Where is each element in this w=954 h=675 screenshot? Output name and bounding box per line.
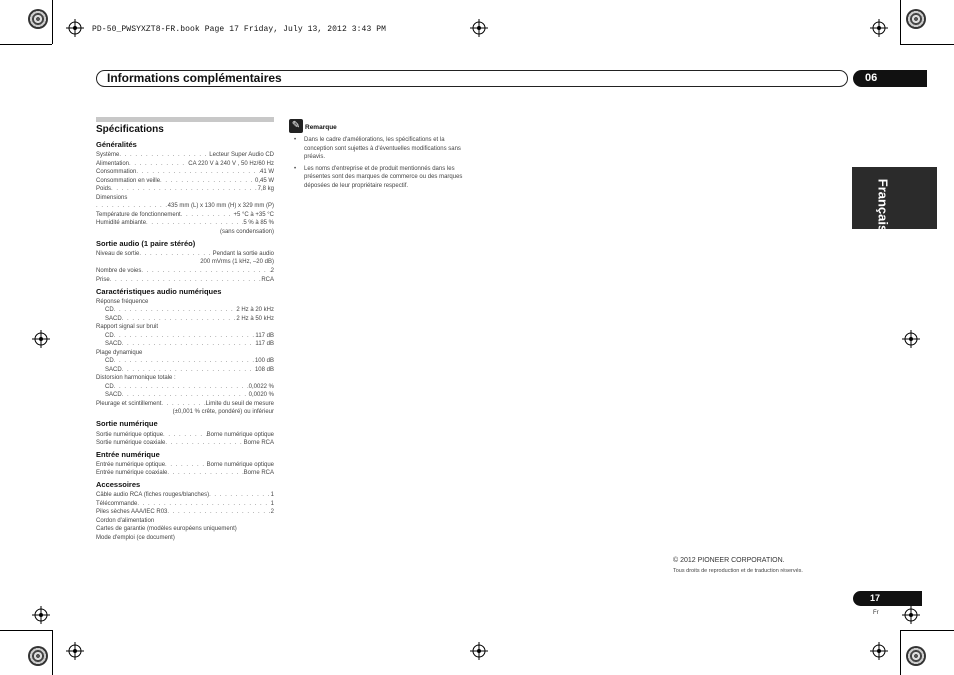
spec-row-voies: [96, 267, 274, 276]
accessory-cordon: Cordon d'alimentation: [96, 518, 155, 524]
spec-label: CD: [105, 384, 114, 390]
spec-label: Télécommande: [96, 501, 138, 507]
spec-row-piles: [96, 508, 274, 517]
spec-value: Lecteur Super Audio CD: [209, 152, 274, 158]
spec-value: 0,0022 %: [248, 384, 274, 390]
spec-label: SACD: [105, 316, 122, 322]
spec-value: 2: [270, 268, 274, 274]
spec-label: Entrée numérique optique: [96, 462, 166, 468]
spec-label: Piles sèches AAA/IEC R03: [96, 509, 168, 515]
spec-value: 41 W: [259, 169, 274, 175]
section-bar: [96, 117, 274, 122]
spec-label: Niveau de sortie: [96, 251, 140, 257]
note-pencil-icon: ✎: [289, 119, 303, 133]
spec-row-plage-cd: [96, 357, 274, 366]
spec-row-entree-coaxiale: [96, 469, 274, 478]
spec-label: Prise: [96, 277, 110, 283]
spec-row-systeme: [96, 151, 274, 160]
crop-line: [52, 0, 53, 44]
color-rosette-bottom-right: [906, 646, 926, 666]
spec-label-plage: Plage dynamique: [96, 350, 143, 356]
page-number: 17: [853, 591, 922, 606]
print-header: PD-50_PWSYXZT8-FR.book Page 17 Friday, July 13, 2012 3:43 PM: [92, 25, 387, 34]
specs-title: Spécifications: [96, 124, 164, 135]
spec-value: 435 mm (L) x 130 mm (H) x 329 mm (P): [167, 203, 274, 209]
crop-line: [900, 44, 954, 45]
spec-label: Consommation en veille: [96, 178, 161, 184]
accessory-mode: Mode d'emploi (ce document): [96, 535, 175, 541]
crop-line: [0, 630, 52, 631]
spec-row-consommation: [96, 168, 274, 177]
spec-row-humidite: [96, 219, 274, 228]
spec-label: Sortie numérique coaxiale: [96, 440, 166, 446]
registration-mark-icon: [32, 606, 50, 624]
copyright: © 2012 PIONEER CORPORATION.: [673, 557, 785, 564]
registration-mark-icon: [902, 606, 920, 624]
heading-entree-numerique: Entrée numérique: [96, 450, 160, 459]
spec-label: CD: [105, 307, 114, 313]
spec-label: Température de fonctionnement: [96, 212, 181, 218]
spec-label: Alimentation: [96, 161, 130, 167]
crop-line: [900, 630, 901, 675]
spec-value: 0,0020 %: [248, 392, 274, 398]
spec-label-rapport: Rapport signal sur bruit: [96, 324, 159, 330]
spec-value: 100 dB: [254, 358, 274, 364]
spec-row-rapport-sacd: [96, 340, 274, 349]
color-rosette-top-right: [906, 9, 926, 29]
color-rosette-bottom-left: [28, 646, 48, 666]
spec-value: 2 Hz à 20 kHz: [236, 307, 274, 313]
spec-value: 0,45 W: [254, 178, 274, 184]
spec-note-pleurage: (±0,001 % crête, pondéré) ou inférieur: [172, 409, 274, 415]
spec-value: Limite du seuil de mesure: [205, 401, 274, 407]
spec-row-sortie-coaxiale: [96, 439, 274, 448]
crop-line: [52, 630, 53, 675]
spec-label: CD: [105, 358, 114, 364]
spec-row-cable: [96, 491, 274, 500]
page-language: Fr: [873, 610, 879, 616]
spec-label: Système: [96, 152, 120, 158]
spec-row-prise: [96, 276, 274, 285]
spec-label: Nombre de voies: [96, 268, 142, 274]
note-item: • Dans le cadre d'améliorations, les spécifications et la conception sont sujettes à d'éventuelles modifications sans préavis.: [293, 136, 468, 162]
spec-label: Poids: [96, 186, 112, 192]
color-rosette-top-left: [28, 9, 48, 29]
spec-row-distorsion-sacd: [96, 391, 274, 400]
spec-value: 1: [270, 492, 274, 498]
rights-notice: Tous droits de reproduction et de traduction réservés.: [673, 568, 803, 574]
language-tab: [852, 167, 937, 229]
spec-row-dimensions: [96, 202, 274, 211]
spec-value: 108 dB: [254, 367, 274, 373]
spec-label: Entrée numérique coaxiale: [96, 470, 168, 476]
spec-label-distorsion: Distorsion harmonique totale :: [96, 375, 176, 381]
heading-audio-numeriques: Caractéristiques audio numériques: [96, 287, 222, 296]
spec-value: 1: [270, 501, 274, 507]
spec-row-poids: [96, 185, 274, 194]
spec-note-niveau: 200 mVrms (1 kHz, –20 dB): [200, 259, 274, 265]
spec-value: 2 Hz à 50 kHz: [236, 316, 274, 322]
spec-value: Borne numérique optique: [206, 462, 274, 468]
registration-mark-icon: [470, 642, 488, 660]
spec-value: +5 °C à +35 °C: [233, 212, 274, 218]
language-tab-label: Français: [875, 178, 891, 233]
registration-mark-icon: [32, 330, 50, 348]
spec-label: Câble audio RCA (fiches rouges/blanches): [96, 492, 210, 498]
spec-label: Sortie numérique optique: [96, 432, 164, 438]
spec-label: SACD: [105, 392, 122, 398]
spec-note-humidite: (sans condensation): [219, 229, 274, 235]
spec-row-reponse-cd: [96, 306, 274, 315]
crop-line: [0, 44, 52, 45]
registration-mark-icon: [902, 330, 920, 348]
note-title: Remarque: [305, 124, 337, 131]
spec-value: Borne RCA: [243, 440, 274, 446]
spec-label: Humidité ambiante: [96, 220, 147, 226]
note-list: [293, 136, 468, 193]
heading-accessoires: Accessoires: [96, 480, 141, 489]
spec-value: Borne numérique optique: [206, 432, 274, 438]
crop-line: [900, 0, 901, 44]
spec-value: 7,8 kg: [257, 186, 274, 192]
crop-line: [900, 630, 954, 631]
spec-value: CA 220 V à 240 V , 50 Hz/60 Hz: [188, 161, 274, 167]
registration-mark-icon: [470, 19, 488, 37]
spec-label-dimensions: Dimensions: [96, 195, 128, 201]
spec-label: Consommation: [96, 169, 137, 175]
spec-value: Pendant la sortie audio: [212, 251, 274, 257]
registration-mark-icon: [66, 642, 84, 660]
spec-label-reponse: Réponse fréquence: [96, 299, 149, 305]
chapter-title: Informations complémentaires: [107, 71, 282, 85]
spec-label: SACD: [105, 341, 122, 347]
spec-label: Pleurage et scintillement: [96, 401, 162, 407]
registration-mark-icon: [66, 19, 84, 37]
spec-value: 5 % à 85 %: [243, 220, 274, 226]
spec-value: Borne RCA: [243, 470, 274, 476]
spec-value: 2: [270, 509, 274, 515]
spec-label: SACD: [105, 367, 122, 373]
registration-mark-icon: [870, 642, 888, 660]
heading-sortie-audio: Sortie audio (1 paire stéréo): [96, 239, 196, 248]
heading-generalites: Généralités: [96, 140, 137, 149]
note-item: • Les noms d'entreprise et de produit mentionnés dans les présentes sont des marques de commerce ou des marques déposées de leur propriétaire respectif.: [293, 165, 468, 191]
chapter-number: 06: [853, 70, 927, 87]
accessory-cartes: Cartes de garantie (modèles européens uniquement): [96, 526, 237, 532]
spec-label: CD: [105, 333, 114, 339]
registration-mark-icon: [870, 19, 888, 37]
spec-value: 117 dB: [255, 333, 274, 339]
spec-value: RCA: [261, 277, 274, 283]
heading-sortie-numerique: Sortie numérique: [96, 419, 158, 428]
spec-value: 117 dB: [255, 341, 274, 347]
